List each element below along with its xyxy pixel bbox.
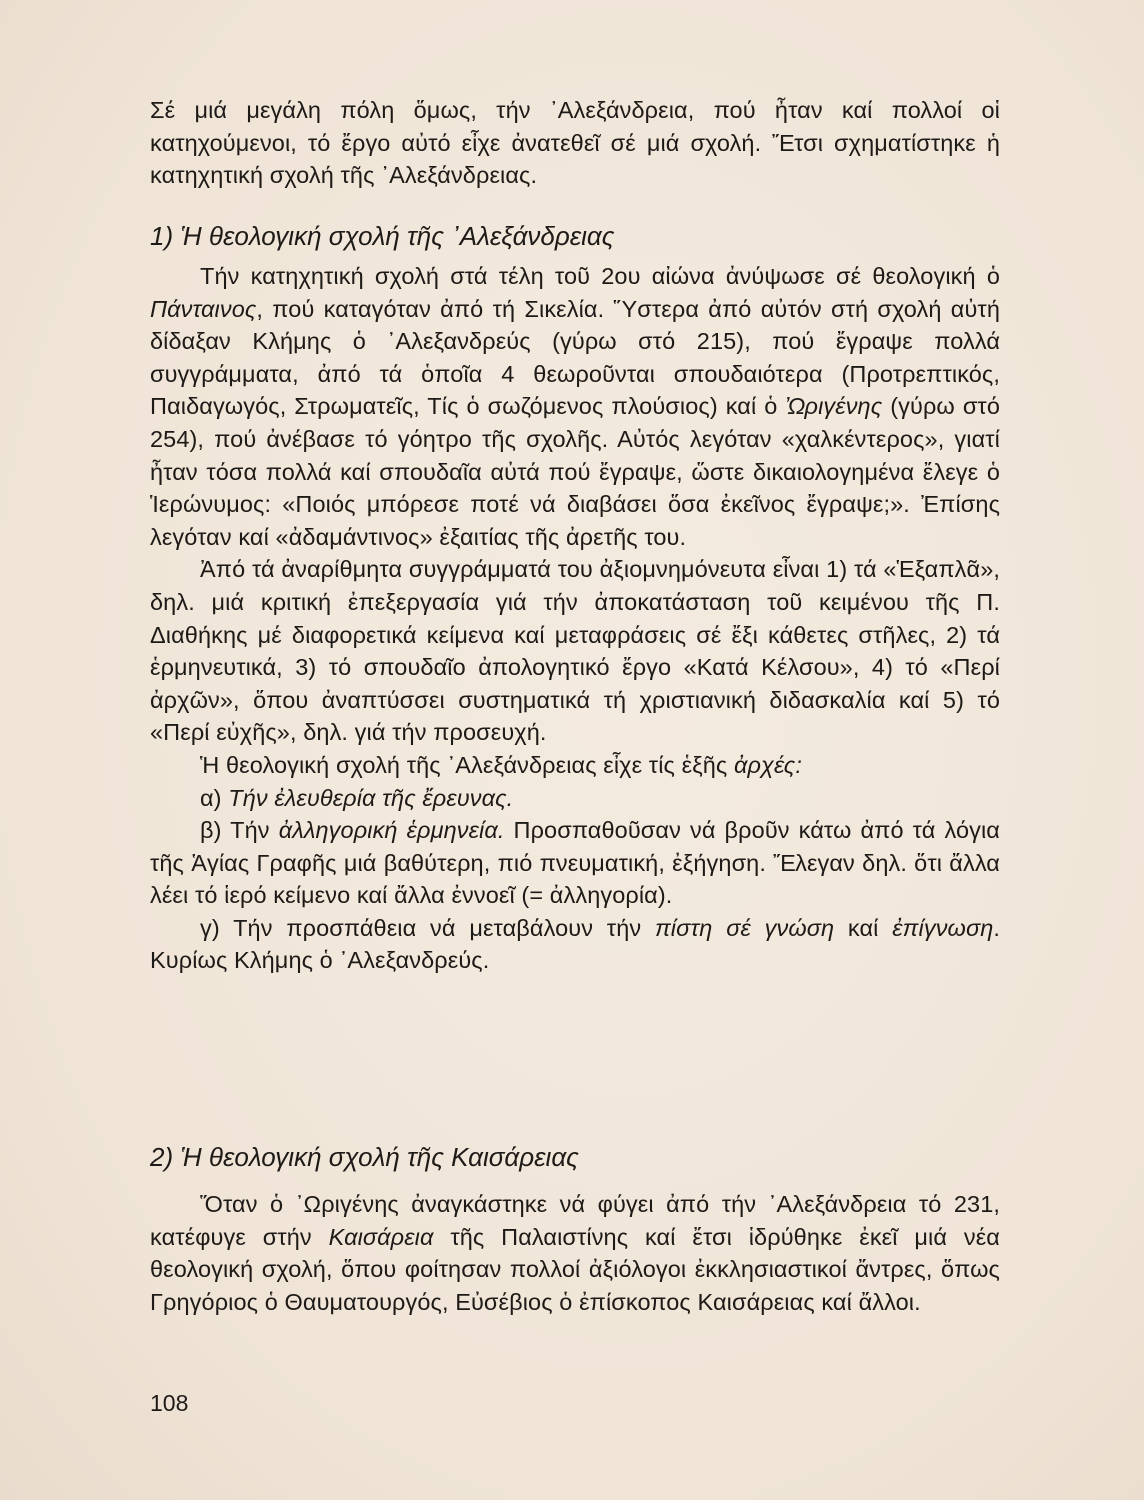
section-1-body <box>150 260 1000 977</box>
intro-paragraph: Σέ μιά μεγάλη πόλη ὅμως, τήν ᾽Αλεξάνδρεια, πού ἦταν καί πολλοί οἱ κατηχούμενοι, τό ἔργο αὐτό εἶχε ἀνατεθεῖ σέ μιά σχολή. Ἔτσι σχηματίστηκε ἡ κατηχητική σχολή τῆς ᾽Αλεξάνδρειας. <box>150 97 1000 189</box>
section-1-paragraph-1: Τήν κατηχητική σχολή στά τέλη τοῦ 2ου αἰώνα ἀνύψωσε σέ θεολογική ὁ Πάνταινος, πού καταγόταν ἀπό τή Σικελία. Ὕστερα ἀπό αὐτόν στή σχολή αὐτή δίδαξαν Κλήμης ὁ ᾽Αλεξανδρεύς (γύρω στό 215), πού ἔγραψε πολλά συγγράμματα, ἀπό τά ὁποῖα 4 θεωροῦνται σπουδαιότερα (Προτρεπτικός, Παιδαγωγός, Στρωματεῖς, Τίς ὁ σωζόμενος πλούσιος) καί ὁ Ὠριγένης (γύρω στό 254), πού ἀνέβασε τό γόητρο τῆς σχολῆς. Αὐτός λεγόταν «χαλκέντερος», γιατί ἦταν τόσα πολλά καί σπουδαῖα αὐτά πού ἔγραψε, ὥστε δικαιολογημένα ἔλεγε ὁ Ἱερώνυμος: «Ποιός μπόρεσε ποτέ νά διαβάσει ὅσα ἐκεῖνος ἔγραψε;». Ἐπίσης λεγόταν καί «ἀδαμάντινος» ἐξαιτίας τῆς ἀρετῆς του. <box>150 263 1000 550</box>
page-number: 108 <box>150 1390 189 1416</box>
section-1-paragraph-3: Ἡ θεολογική σχολή τῆς ᾽Αλεξάνδρειας εἶχε τίς ἑξῆς ἀρχές: <box>200 751 802 778</box>
section-1-paragraph-2: Ἀπό τά ἀναρίθμητα συγγράμματά του ἀξιομνημόνευτα εἶναι 1) τά «Ἑξαπλᾶ», δηλ. μιά κριτική ἐπεξεργασία γιά τήν ἀποκατάσταση τοῦ κειμένου τῆς Π. Διαθήκης μέ διαφορετικά κείμενα καί μεταφράσεις σέ ἔξι κάθετες στῆλες, 2) τά ἑρμηνευτικά, 3) τό σπουδαῖο ἀπολογητικό ἔργο «Κατά Κέλσου», 4) τό «Περί ἀρχῶν», ὅπου ἀναπτύσσει συστηματικά τή χριστιανική διδασκαλία καί 5) τό «Περί εὐχῆς», δηλ. γιά τήν προσευχή. <box>150 556 1000 746</box>
section-2-body <box>150 1188 1000 1318</box>
principle-item-a: α) Τήν ἐλευθερία τῆς ἔρευνας. <box>200 784 514 811</box>
name-pantainos: Πάνταινος <box>150 295 257 322</box>
principle-item-g: γ) Τήν προσπάθεια νά μεταβάλουν τήν πίστη σέ γνώση καί ἐπίγνωση. Κυρίως Κλήμης ὁ ᾽Αλεξανδρεύς. <box>150 914 1001 974</box>
place-caesarea: Καισάρεια <box>328 1223 434 1250</box>
section-2-heading: 2) Ἡ θεολογική σχολή τῆς Καισάρειας <box>150 1142 579 1172</box>
section-1-heading: 1) Ἡ θεολογική σχολή τῆς ᾽Αλεξάνδρειας <box>150 221 615 251</box>
section-2-paragraph-1: Ὅταν ὁ ᾽Ωριγένης ἀναγκάστηκε νά φύγει ἀπό τήν ᾽Αλεξάνδρεια τό 231, κατέφυγε στήν Καισάρεια τῆς Παλαιστίνης καί ἔτσι ἱδρύθηκε ἐκεῖ μιά νέα θεολογική σχολή, ὅπου φοίτησαν πολλοί ἀξιόλογοι ἐκκλησιαστικοί ἄντρες, ὅπως Γρηγόριος ὁ Θαυματουργός, Εὐσέβιος ὁ ἐπίσκοπος Καισάρειας καί ἄλλοι. <box>150 1191 1000 1315</box>
intro-paragraph-block <box>150 94 1000 192</box>
principle-item-b: β) Τήν ἀλληγορική ἑρμηνεία. Προσπαθοῦσαν νά βροῦν κάτω ἀπό τά λόγια τῆς Ἁγίας Γραφῆς μιά βαθύτερη, πιό πνευματική, ἐξήγηση. Ἔλεγαν δηλ. ὅτι ἄλλα λέει τό ἱερό κείμενο καί ἄλλα ἐννοεῖ (= ἀλληγορία). <box>150 817 1000 909</box>
name-origen: Ὠριγένης <box>785 393 883 420</box>
